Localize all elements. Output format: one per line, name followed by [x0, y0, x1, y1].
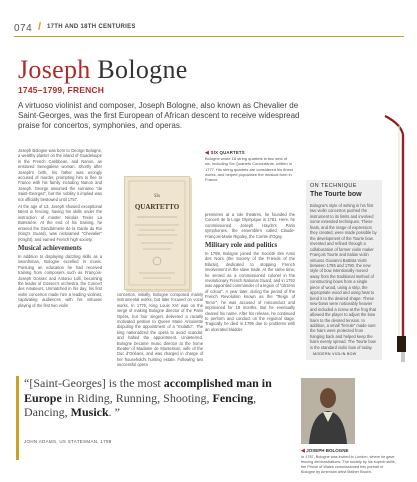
- column-3: [205, 212, 295, 332]
- portrait-caption-title: [301, 448, 349, 454]
- caption-marker-icon: ◀: [301, 448, 307, 454]
- quote-part: . ”: [108, 405, 120, 419]
- page-title: [18, 55, 188, 85]
- sidebar-text: Bologne's style of writing in his first two violin concertos pushed the instrument to its limits and involved some extended techniques. These feats, and the range of expression they created, were made possible by the development of the Tourte bow. Invented and refined through a collaboration of former violin maker François Tourte and Italian violin virtuoso Giovanni Battista Viotti between 1785 and 1790, the new style of bow intentionally moved away from the traditional method of constructing bows from a single piece of wood, using a strip, the appropriate wood and using heat to bend it to the desired shape. These new bows were noticeably heavier and included a screw at the frog that allowed the player to adjust the bow hairs to the desired tension. In addition, a small "ferrule" made sure the hairs were protected from hanging back and helped keep the hairs evenly spread. The Tourte bow is the standard violin bow of today.: [310, 203, 377, 350]
- portrait-image: [301, 378, 355, 444]
- caption-text: Bologne wrote 18 string quartets in two sets of six, including Six Quartets Concertants, written in 1777. His string quartets are considered his finest works, and helped popularize the musical form in France.: [205, 156, 293, 183]
- life-dates: 1745–1799, FRENCH: [18, 85, 105, 95]
- quote-emphasis: Musick: [70, 405, 109, 419]
- col1-para1: Joseph Bologne was born to George Bologne, a wealthy planter on the island of Guadeloupe in the French Caribbean, and Nanon, an enslaved Senegalese woman. Shortly after Joseph's birth, his father was wrongly accused of murder, prompting him to flee to France with his family including Nanon and Joseph. George assumed the surname "de Saint-Georges", but the nobility it implied was not officially bestowed until 1757.: [18, 148, 102, 202]
- sidebar-kicker: ON TECHNIQUE: [310, 183, 357, 189]
- col3-para2: In 1789, Bologne joined the Société des Amis des Noirs (the Society of the Friends of the Blacks), dedicated to stopping French involvement in the slave trade. At the same time, he served as a commissioned colonel in the revolutionary French National Guard, and in 1792 was appointed commander of a legion of "citizens of colour". A year later, during the period of the French Revolution known as the "Reign of Terror", he was accused of misconduct and imprisoned for 18 months. But he eventually cleared his name. After his release, he continued to perform and conduct on the regional stage. Tragically he died in 1799 due to problems with an ulcerated bladder.: [205, 251, 295, 332]
- col2-text: concertos, initially, Bologne composed mainly instrumental works, but later focused on vocal works. In 1776, King Louis XVI was on the verge of making Bologne director of the Paris Opéra, but four singers delivered a racially motivated petition to Queen Marie Antoinette disputing the appointment of a "mulatto". The king nationalized the opera to avoid scandal, and halted the appointment. Undeterred, Bologne became music director at the home theater of Madame de Montesson, wife of the Duc d'Orléans, and was charged in charge of her household's hunting estate. Following two successful opera: [117, 292, 203, 368]
- intro-text: A virtuoso violinist and composer, Joseph Bologne, also known as Chevalier de Saint-Georges, was the first European of African descent to receive widespread praise for concertos, symphonies, and operas.: [18, 101, 300, 130]
- column-2: [117, 292, 203, 368]
- col3-heading: Military role and politics: [205, 242, 278, 250]
- header-rule: [14, 36, 404, 37]
- quote-emphasis: accomplished man in Europe: [24, 376, 272, 405]
- title-first-name: Joseph: [18, 55, 91, 84]
- violin-bow-drawing: [379, 110, 415, 370]
- music-title: QUARTETTO: [134, 203, 180, 211]
- pull-quote: [24, 376, 286, 420]
- caption-marker-icon: ◀: [205, 150, 211, 156]
- portrait-caption-head: JOSEPH BOLOGNE: [306, 448, 349, 453]
- col1-para3: In addition to displaying dazzling skills as a swordsman, Bologne excelled in music. Pursuing an education he had received training from composers such as François-Joseph Gossec and Antonio Lolli, becoming the leader of Gossec's orchestra, the Concert des Amateurs. Unmatched in his day, his first violin concertos made him a leading violinist, captivating audiences with his virtuosic playing of the first two violin: [18, 253, 102, 308]
- quote-part: in Riding, Running, Shooting,: [61, 390, 213, 405]
- title-last-name: Bologne: [97, 55, 188, 84]
- quote-part: , Dancing,: [24, 390, 257, 419]
- quote-part: “[Saint-Georges] is the most: [24, 376, 164, 390]
- quote-attribution: JOHN ADAMS, US STATESMAN, 1799: [24, 439, 112, 444]
- caption-title: SIX QUARTETS: [210, 150, 245, 155]
- portrait-caption-text: In 1787, Bologne was invited to London, where he gave fencing demonstrations. The society by his superb skills, the Prince of Wales commissioned this portrait of Bologne by American artist Mather Brown.: [301, 455, 396, 474]
- bow-caption: MODERN VIOLIN BOW: [313, 352, 357, 356]
- quote-emphasis: Fencing: [212, 390, 254, 405]
- sheet-music-drawing: [125, 177, 189, 289]
- svg-text:Six: Six: [153, 194, 161, 199]
- col1-heading: Musical achievements: [18, 244, 82, 252]
- sidebar-title: The Tourte bow: [310, 191, 362, 198]
- violin-bow-image: [379, 110, 415, 370]
- col1-para2: At the age of 13, Joseph showed exceptional talent in fencing, having his skills under the instruction of master Nicolas Texier La Boëssière. At the end of his training, he entered the Gendarmerie de la Garde du Roi (King's Guard), was nicknamed "Chevalier" (Knight), and earned French high society.: [18, 204, 102, 242]
- column-1: [18, 148, 102, 308]
- page-number: 074: [14, 23, 33, 34]
- header-divider-slash: /: [38, 21, 42, 33]
- sheet-music-image: [124, 176, 190, 290]
- section-title: 17TH AND 18TH CENTURIES: [47, 24, 136, 30]
- quote-bar: [16, 376, 19, 460]
- portrait-drawing: [301, 378, 355, 444]
- music-caption: [205, 150, 293, 182]
- col3-para1: premieres at a role theatres, he founded the Concert de la Loge Olympique in 1781. Here, he commissioned Joseph Haydn's Paris symphonies, the ensemble's called Claude-François-Marie Rigoley, the Comte d'Ogny.: [205, 212, 295, 239]
